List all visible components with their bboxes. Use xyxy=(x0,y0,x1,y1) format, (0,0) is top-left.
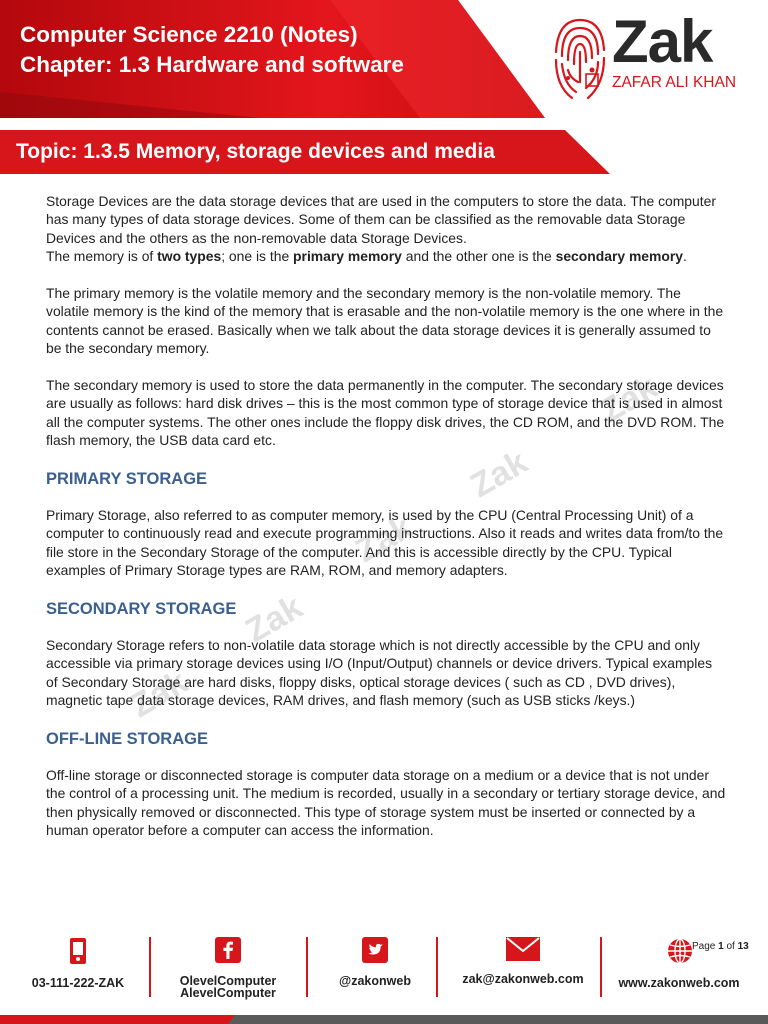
page-footer xyxy=(0,925,768,1024)
logo-text: Zak xyxy=(612,8,713,75)
footer-email[interactable] xyxy=(446,925,600,985)
footer-twitter[interactable] xyxy=(316,925,434,987)
watermark-logo: Zak xyxy=(124,662,194,726)
watermark-logo: Zak xyxy=(349,507,419,571)
course-title: Computer Science 2210 (Notes) xyxy=(20,22,358,47)
term-two-types: two types xyxy=(157,248,222,265)
facebook-page-2: AlevelComputer xyxy=(180,986,276,1000)
page-header xyxy=(0,0,768,118)
footer-divider xyxy=(306,937,308,997)
twitter-handle: @zakonweb xyxy=(339,974,411,988)
twitter-icon xyxy=(362,937,388,963)
facebook-page-1: OlevelComputer xyxy=(179,974,277,988)
intro-paragraph-memory-types: The memory is of two types; one is the primary memory and the other one is the secondary memory. xyxy=(46,248,687,265)
section-body-offline-storage: Off-line storage or disconnected storage is computer data storage on a medium or a device that is not under the control of a processing unit. The medium is recorded, usually in a secondary or tertiary storage device, and then physically removed or disconnected. This type of storage system must be inserted or connected by a human operator before a computer can access the information. xyxy=(46,767,726,839)
section-body-secondary-storage: Secondary Storage refers to non-volatile data storage which is not directly accessible by the CPU and only accessible via primary storage devices using I/O (Input/Output) channels or device drivers. Typical examples of Secondary Storage are hard disks, floppy disks, optical storage devices ( such as CD , DVD drives), magnetic tape data storage devices, RAM drives, and flash memory (such as USB sticks /keys.) xyxy=(46,637,713,709)
globe-icon xyxy=(666,937,694,965)
term-secondary-memory: secondary memory xyxy=(555,248,683,265)
topic-banner xyxy=(0,130,768,174)
facebook-icon xyxy=(215,937,241,963)
section-heading-secondary-storage: SECONDARY STORAGE xyxy=(46,600,237,619)
footer-divider xyxy=(600,937,602,997)
watermark-logo: Zak xyxy=(464,442,534,506)
document-body xyxy=(46,192,726,858)
section-heading-primary-storage: PRIMARY STORAGE xyxy=(46,470,208,489)
chapter-title: Chapter: 1.3 Hardware and software xyxy=(20,52,404,77)
logo-subtitle: ZAFAR ALI KHAN xyxy=(612,74,737,91)
intro-paragraph-2: The primary memory is the volatile memory and the secondary memory is the non-volatile memory. The volatile memory is the kind of the memory that is erasable and the non-volatile memory is the one where in the contents cannot be erased. Basically when we talk about the data storage devices it is generally assumed to be the secondary memory. xyxy=(46,285,724,357)
intro-paragraph-1: Storage Devices are the data storage devices that are used in the computers to store the data. The computer has many types of data storage devices. Some of them can be classified as the removable data Storage Devices and the others as the non-removable data Storage Devices. xyxy=(46,193,716,246)
zak-logo xyxy=(548,8,758,108)
footer-divider xyxy=(149,937,151,997)
fingerprint-icon xyxy=(548,12,608,108)
phone-number: 03-111-222-ZAK xyxy=(31,976,125,990)
watermark-logo: Zak xyxy=(594,367,664,431)
footer-website[interactable] xyxy=(604,925,754,989)
footer-phone[interactable] xyxy=(16,925,140,989)
phone-icon xyxy=(68,937,88,965)
header-title xyxy=(20,20,404,80)
watermark-logo: Zak xyxy=(239,587,309,651)
website-url: www.zakonweb.com xyxy=(618,976,740,990)
page-number: Page 1 of 13 xyxy=(692,941,749,952)
section-heading-offline-storage: OFF-LINE STORAGE xyxy=(46,730,208,749)
footer-divider xyxy=(436,937,438,997)
email-icon xyxy=(506,937,540,961)
footer-bottom-bar xyxy=(0,1015,768,1024)
intro-paragraph-3: The secondary memory is used to store the data permanently in the computer. The secondary storage devices are usually as follows: hard disk drives – this is the most common type of storage device that is used in almost all the computer systems. The other ones include the floppy disk drives, the CD ROM, and the DVD ROM. The flash memory, the USB data card etc. xyxy=(46,377,725,449)
email-address: zak@zakonweb.com xyxy=(462,972,584,986)
term-primary-memory: primary memory xyxy=(293,248,402,265)
footer-facebook[interactable] xyxy=(158,925,298,999)
section-body-primary-storage: Primary Storage, also referred to as computer memory, is used by the CPU (Central Processing Unit) of a computer to continuously read and execute programming instructions. Also it reads and writes data from/to the file store in the Secondary Storage of the computer. And this is accessible directly by the CPU. Typical examples of Primary Storage types are RAM, ROM, and memory adapters. xyxy=(46,507,724,579)
topic-title: Topic: 1.3.5 Memory, storage devices and media xyxy=(16,140,495,163)
